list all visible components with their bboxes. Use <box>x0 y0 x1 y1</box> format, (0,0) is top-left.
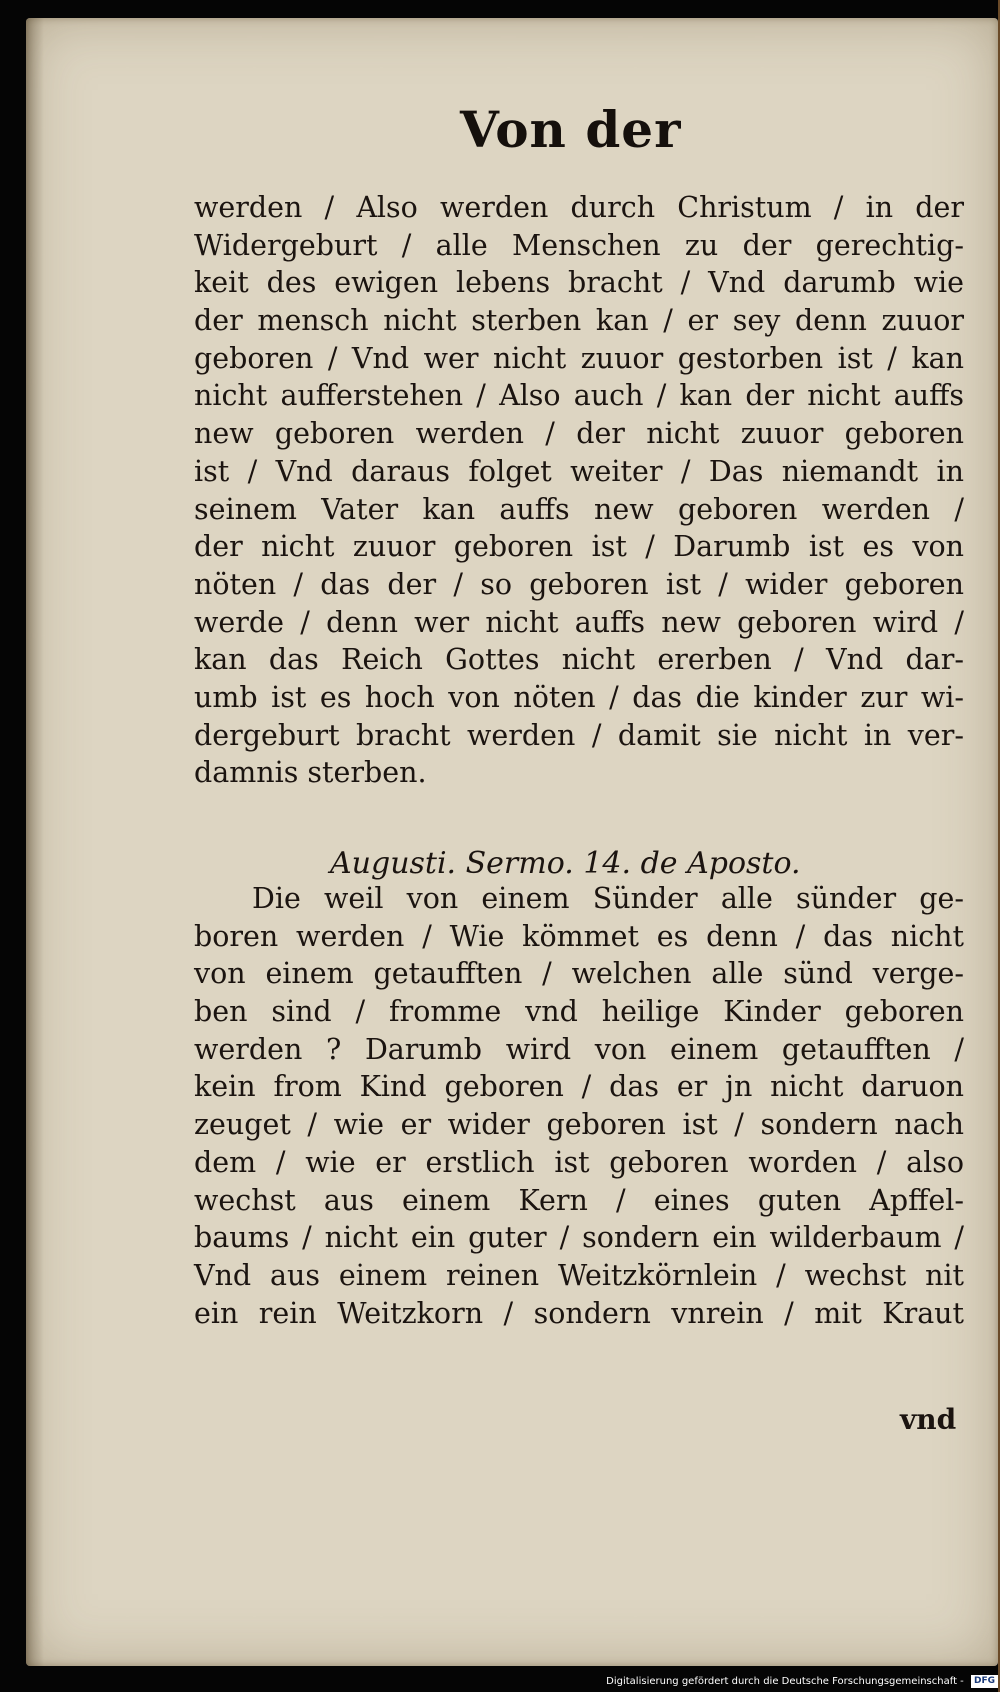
text-line: kan das Reich Gottes nicht ererben / Vnd dar- <box>194 643 964 677</box>
text-line: Die weil von einem Sünder alle sünder ge- <box>252 882 964 915</box>
text-line: Vnd aus einem reinen Weitzkörnlein / wechst nit <box>194 1258 964 1292</box>
text-line: werden / Also werden durch Christum / in der <box>194 191 964 224</box>
text-line: umb ist es hoch von nöten / das die kinder zur wi- <box>194 680 964 714</box>
text-line: kein from Kind geboren / das er jn nicht daruon <box>194 1070 964 1104</box>
text-line: nicht aufferstehen / Also auch / kan der nicht auffs <box>194 379 964 413</box>
text-line: wechst aus einem Kern / eines guten Apffel- <box>194 1183 964 1217</box>
text-line: der mensch nicht sterben kan / er sey denn zuuor <box>194 304 964 338</box>
section-heading: Augusti. Sermo. 14. de Aposto. <box>330 846 801 881</box>
text-line: ben sind / fromme vnd heilige Kinder geboren <box>194 995 964 1029</box>
text-line: damnis sterben. <box>194 756 427 790</box>
text-line: geboren / Vnd wer nicht zuuor gestorben ist / kan <box>194 341 964 375</box>
text-line: new geboren werden / der nicht zuuor geboren <box>194 417 964 451</box>
digitization-credit <box>600 1672 998 1692</box>
text-line: der nicht zuuor geboren ist / Darumb ist es von <box>194 530 964 564</box>
text-line: baums / nicht ein guter / sondern ein wilderbaum / <box>194 1221 964 1255</box>
text-line: ist / Vnd daraus folget weiter / Das niemandt in <box>194 454 964 488</box>
text-line: werden ? Darumb wird von einem getaufften / <box>194 1032 964 1066</box>
credit-text: Digitalisierung gefördert durch die Deutsche Forschungsgemeinschaft - <box>606 1676 964 1687</box>
text-line: ein rein Weitzkorn / sondern vnrein / mit Kraut <box>194 1296 964 1330</box>
running-head: Von der <box>460 100 682 159</box>
text-line: boren werden / Wie kömmet es denn / das nicht <box>194 919 964 953</box>
catchword: vnd <box>900 1403 957 1436</box>
text-line: werde / denn wer nicht auffs new geboren wird / <box>194 605 964 639</box>
gutter-shadow <box>26 18 44 1666</box>
paragraph-1 <box>194 189 964 792</box>
text-line: dergeburt bracht werden / damit sie nicht in ver- <box>194 718 964 752</box>
paragraph-2 <box>194 880 964 1332</box>
dfg-logo: DFG <box>971 1675 998 1688</box>
text-line: von einem getaufften / welchen alle sünd verge- <box>194 957 964 991</box>
text-line: keit des ewigen lebens bracht / Vnd darumb wie <box>194 266 964 300</box>
text-line: seinem Vater kan auffs new geboren werden / <box>194 492 964 526</box>
text-line: nöten / das der / so geboren ist / wider geboren <box>194 567 964 601</box>
text-line: dem / wie er erstlich ist geboren worden / also <box>194 1145 964 1179</box>
text-line: zeuget / wie er wider geboren ist / sondern nach <box>194 1108 964 1142</box>
text-line: Widergeburt / alle Menschen zu der gerechtig- <box>194 228 964 262</box>
